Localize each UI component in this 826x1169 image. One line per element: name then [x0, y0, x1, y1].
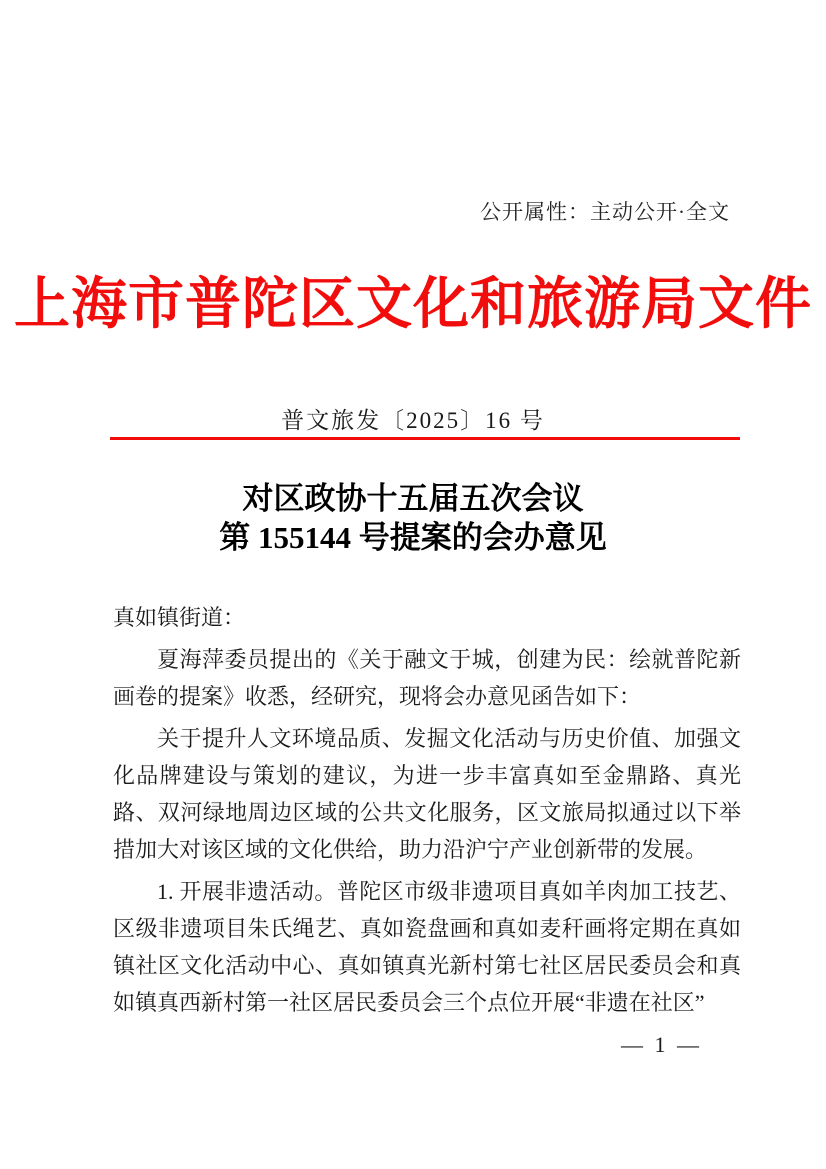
document-title-line2: 第 155144 号提案的会办意见 — [219, 520, 607, 555]
recipient-line: 真如镇街道： — [113, 605, 246, 630]
body-paragraph: 关于提升人文环境品质、发掘文化活动与历史价值、加强文化品牌建设与策划的建议，为进一步丰富真如至金鼎路、真光路、双河绿地周边区域的公共文化服务，区文旅局拟通过以下举措加大对该区域的文化供给，助力沿沪宁产业创新带的发展。 — [113, 726, 741, 862]
body-paragraph: 夏海萍委员提出的《关于融文于城，创建为民：绘就普陀新画卷的提案》收悉，经研究，现将会办意见函告如下： — [113, 647, 741, 709]
document-title-line1: 对区政协十五届五次会议 — [242, 481, 584, 516]
disclosure-attribute: 公开属性：主动公开·全文 — [480, 200, 730, 224]
red-divider-rule — [110, 437, 740, 440]
agency-banner-title: 上海市普陀区文化和旅游局文件 — [14, 274, 812, 336]
page-number: — 1 — — [621, 1032, 702, 1057]
document-body — [113, 599, 741, 1021]
document-title — [0, 479, 826, 557]
body-paragraph: 1. 开展非遗活动。普陀区市级非遗项目真如羊肉加工技艺、区级非遗项目朱氏绳艺、真如瓷盘画和真如麦秆画将定期在真如镇社区文化活动中心、真如镇真光新村第七社区居民委员会和真如镇真西新村第一社区居民委员会三个点位开展“非遗在社区” — [113, 879, 741, 1015]
document-reference-number: 普文旅发〔2025〕16 号 — [281, 408, 545, 433]
